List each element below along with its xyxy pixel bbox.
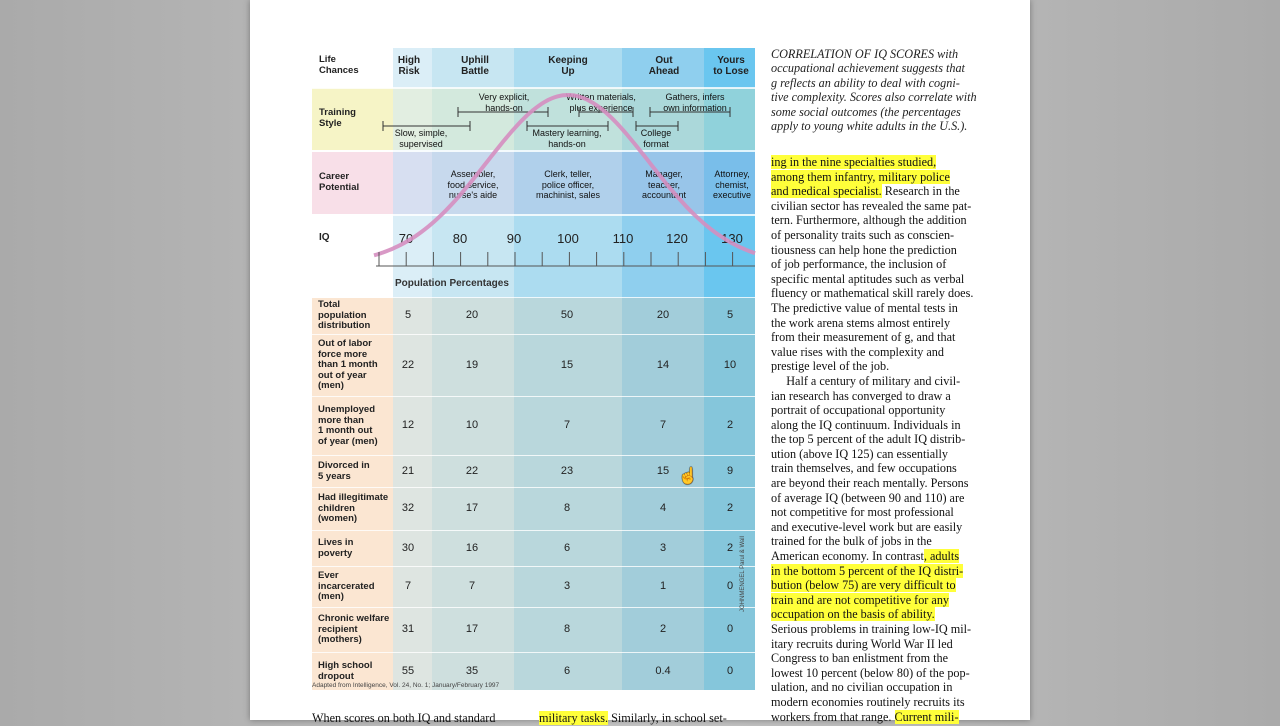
row-value: 22: [401, 358, 415, 371]
career-yours: Attorney, chemist, executive: [712, 169, 752, 200]
row-value: 55: [401, 664, 415, 677]
body-line: [771, 534, 987, 549]
highlighted-text: occupation on the basis of ability.: [771, 607, 935, 622]
column-high-risk: High Risk: [397, 55, 421, 77]
iq-tick-label: 100: [557, 231, 579, 246]
row-value: 17: [465, 502, 479, 514]
figure-source: Adapted from Intelligence, Vol. 24, No. 1; January/February 1997: [312, 682, 500, 689]
body-line: [771, 199, 987, 214]
row-label: High school dropout: [318, 660, 373, 682]
bracket-mastery: [527, 121, 608, 131]
bottom-mid-rest: Similarly, in school set-: [608, 711, 727, 725]
body-line: [771, 184, 987, 199]
row-value: 20: [656, 309, 670, 321]
iq-tick-label: 110: [612, 231, 634, 246]
row-value: 6: [563, 541, 571, 554]
body-line: [771, 593, 987, 608]
training-slow: Slow, simple, supervised: [394, 128, 448, 149]
body-line: [771, 301, 987, 316]
row-value: 2: [659, 623, 667, 635]
row-value: 17: [465, 623, 479, 635]
row-value: 10: [723, 358, 737, 371]
row-value: 20: [465, 309, 479, 321]
row-value: 32: [401, 502, 415, 514]
row-value: 21: [401, 464, 415, 477]
body-text: not competitive for most professional: [771, 505, 954, 520]
caption-line: tive complexity. Scores also correlate with: [771, 90, 977, 105]
body-line: [771, 461, 987, 476]
body-text: modern economies routinely recruits its: [771, 694, 965, 709]
bottom-mid-highlight: military tasks.: [539, 711, 609, 725]
body-line: [771, 243, 987, 258]
row-value: 0: [726, 580, 734, 592]
row-value: 15: [656, 464, 670, 477]
body-line: [771, 403, 987, 418]
bell-curve: [374, 95, 755, 255]
highlighted-text: , adults: [923, 549, 960, 564]
highlighted-text: Current mili-: [894, 709, 959, 724]
body-text: the top 5 percent of the adult IQ distrib-: [771, 432, 966, 447]
row-value: 7: [404, 580, 412, 592]
body-line: [771, 228, 987, 243]
iq-tick-label: 120: [666, 231, 688, 246]
row-value: 3: [659, 541, 667, 554]
body-text: train themselves, and few occupations: [771, 461, 957, 476]
body-text: value rises with the complexity and: [771, 344, 944, 359]
row-value: 2: [726, 419, 734, 431]
body-line: [771, 695, 987, 710]
caption-line: occupational achievement suggests that: [771, 61, 965, 76]
body-line: [771, 607, 987, 622]
highlighted-text: among them infantry, military police: [771, 169, 950, 184]
bracket-gathers: [650, 107, 730, 117]
body-line: [771, 622, 987, 637]
caption-line: CORRELATION OF IQ SCORES with: [771, 47, 959, 61]
population-header: Population Percentages: [395, 278, 509, 289]
row-value: 1: [659, 580, 667, 592]
body-text: the work arena stems almost entirely: [771, 315, 951, 330]
highlighted-text: ing in the nine specialties studied,: [771, 155, 937, 169]
row-value: 9: [726, 464, 734, 477]
column-out-ahead: Out Ahead: [648, 55, 680, 77]
row-value: 35: [465, 664, 479, 677]
body-text: prestige level of the job.: [771, 359, 890, 374]
training-explicit: Very explicit, hands-on: [478, 92, 530, 113]
iq-tick-label: 80: [452, 231, 468, 246]
highlighted-text: and medical specialist.: [771, 184, 882, 199]
row-value: 7: [659, 419, 667, 431]
body-text: American economy. In contrast: [771, 549, 924, 564]
row-value: 23: [560, 464, 574, 477]
body-text: tern. Furthermore, although the addition: [771, 213, 967, 228]
body-text: are beyond their reach mentally. Persons: [771, 476, 969, 491]
body-text: Congress to ban enlistment from the: [771, 651, 949, 666]
highlighted-text: bution (below 75) are very difficult to: [771, 578, 956, 593]
figure-credit: JOHNMENGEL Parul & Wall: [740, 536, 746, 612]
body-line: [771, 505, 987, 520]
career-keeping: Clerk, teller, police officer, machinist, sales: [535, 169, 601, 200]
training-written: Written materials, plus experience: [566, 92, 636, 113]
row-value: 16: [465, 541, 479, 554]
row-value: 15: [560, 358, 574, 371]
row-value: 50: [560, 309, 574, 321]
row-value: 12: [401, 419, 415, 431]
bracket-slow: [383, 121, 470, 131]
row-label: Unemployed more than 1 month out of year (men): [318, 404, 378, 447]
career-out-ahead: Manager, teacher, accountant: [641, 169, 687, 200]
row-label: Total population distribution: [318, 299, 371, 332]
body-line: [771, 549, 987, 564]
hand-cursor-icon: ☝: [678, 468, 698, 485]
row-value: 4: [659, 502, 667, 514]
body-line: [771, 389, 987, 404]
body-line: [771, 257, 987, 272]
body-text: itary recruits during World War II led: [771, 636, 953, 651]
body-text: from their measurement of g, and that: [771, 330, 956, 345]
row-value: 0.4: [655, 664, 671, 677]
career-potential-label: Career Potential: [319, 171, 360, 193]
iq-tick-label: 70: [398, 231, 414, 246]
body-text-column: [771, 155, 987, 724]
training-brackets: [383, 107, 730, 131]
body-line: [771, 213, 987, 228]
iq-label: IQ: [319, 232, 330, 243]
life-chances-label: Life Chances: [319, 54, 359, 76]
body-line: [771, 651, 987, 666]
body-line: [771, 286, 987, 301]
body-text: tiousness can help hone the prediction: [771, 242, 957, 257]
body-line: [771, 578, 987, 593]
body-line: [771, 491, 987, 506]
body-line: [771, 316, 987, 331]
body-text: along the IQ continuum. Individuals in: [771, 417, 961, 432]
body-line: [771, 418, 987, 433]
row-label: Lives in poverty: [318, 537, 354, 559]
row-value: 8: [563, 623, 571, 635]
column-keeping-up: Keeping Up: [548, 55, 588, 77]
body-line: [771, 564, 987, 579]
body-text: and executive-level work but are easily: [771, 519, 963, 534]
row-value: 5: [726, 309, 734, 321]
body-line: [771, 680, 987, 695]
training-gathers: Gathers, infers own information: [663, 92, 727, 113]
body-line: [771, 476, 987, 491]
training-mastery: Mastery learning, hands-on: [532, 128, 602, 149]
row-value: 7: [468, 580, 476, 592]
career-uphill: Assembler, food service, nurse's aide: [447, 169, 499, 200]
body-text: fluency or mathematical skill rarely does.: [771, 286, 974, 301]
body-line: [771, 637, 987, 652]
row-value: 7: [563, 419, 571, 431]
bracket-college: [636, 121, 678, 131]
body-text: portrait of occupational opportunity: [771, 403, 946, 418]
body-line: [771, 432, 987, 447]
column-yours-to-lose: Yours to Lose: [713, 55, 749, 77]
body-line: [771, 155, 987, 170]
body-text: workers from that range.: [771, 709, 895, 724]
body-line: [771, 330, 987, 345]
body-text: Serious problems in training low-IQ mil-: [771, 622, 972, 636]
body-line: [771, 710, 987, 725]
body-line: [771, 345, 987, 360]
row-value: 2: [726, 502, 734, 514]
row-value: 31: [401, 623, 415, 635]
highlighted-text: train and are not competitive for any: [771, 592, 950, 607]
row-label: Ever incarcerated (men): [318, 570, 375, 603]
row-value: 0: [726, 664, 734, 677]
row-value: 30: [401, 541, 415, 554]
row-value: 2: [726, 541, 734, 554]
row-label: Out of labor force more than 1 month out of year (men): [318, 338, 378, 392]
body-text: specific mental aptitudes such as verbal: [771, 271, 965, 286]
row-value: 8: [563, 502, 571, 514]
body-text: of average IQ (between 90 and 110) are: [771, 490, 965, 505]
body-text: ulation, and no civilian occupation in: [771, 680, 953, 695]
body-text: civilian sector has revealed the same pat-: [771, 198, 972, 213]
body-line: [771, 272, 987, 287]
body-line: [771, 666, 987, 681]
figure-caption: [771, 47, 987, 133]
highlighted-text: in the bottom 5 percent of the IQ distri-: [771, 563, 964, 578]
row-value: 10: [465, 419, 479, 431]
training-style-label: Training Style: [319, 107, 356, 129]
iq-axis: [376, 252, 755, 266]
body-line: [771, 374, 987, 389]
bottom-mid-text: [539, 711, 727, 726]
iq-tick-label: 130: [721, 231, 743, 246]
body-line: [771, 447, 987, 462]
row-label: Chronic welfare recipient (mothers): [318, 613, 390, 646]
body-text: ution (above IQ 125) can essentially: [771, 446, 949, 461]
body-text: of personality traits such as conscien-: [771, 227, 955, 242]
body-line: [771, 359, 987, 374]
caption-line: g reflects an ability to deal with cogni-: [771, 75, 960, 90]
training-college: College format: [640, 128, 672, 149]
body-text: The predictive value of mental tests in: [771, 300, 958, 315]
row-value: 22: [465, 464, 479, 477]
caption-line: some social outcomes (the percentages: [771, 104, 961, 119]
row-value: 5: [404, 309, 412, 321]
row-value: 3: [563, 580, 571, 592]
row-label: Divorced in 5 years: [318, 460, 370, 482]
column-uphill-battle: Uphill Battle: [461, 55, 489, 77]
body-text: Half a century of military and civil-: [771, 373, 961, 388]
caption-line: apply to young white adults in the U.S.).: [771, 118, 968, 133]
iq-tick-label: 90: [506, 231, 522, 246]
body-text: lowest 10 percent (below 80) of the pop-: [771, 665, 970, 680]
row-value: 6: [563, 664, 571, 677]
body-text: Research in the: [881, 184, 960, 199]
row-label: Had illegitimate children (women): [318, 492, 389, 525]
row-value: 19: [465, 358, 479, 371]
body-text: trained for the bulk of jobs in the: [771, 534, 932, 549]
bottom-left-text: When scores on both IQ and standard: [312, 711, 496, 725]
body-line: [771, 520, 987, 535]
body-text: ian research has converged to draw a: [771, 388, 951, 403]
body-text: of job performance, the inclusion of: [771, 257, 947, 272]
row-value: 14: [656, 358, 670, 371]
row-value: 0: [726, 623, 734, 635]
body-line: [771, 170, 987, 185]
